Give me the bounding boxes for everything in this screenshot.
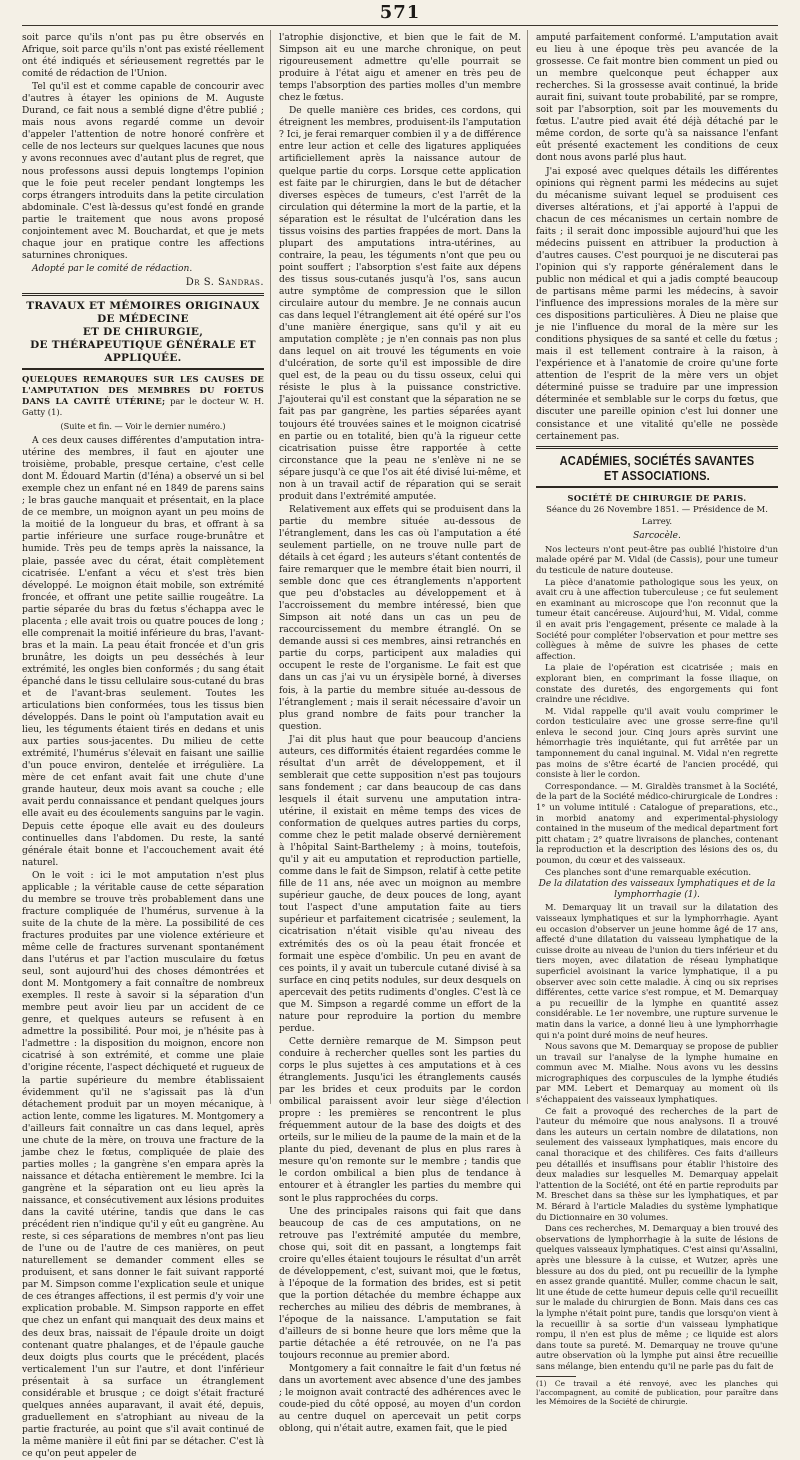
society-report: [536, 544, 778, 1372]
paragraph: Correspondance. — M. Giraldès transmet à la Société, de la part de la Société médico-chirurgicale de Londres : 1° un volume intitulé : Catalogue of preparations, etc., in morbid anatomy and experimental-physiology contained in the museum of the medical department fort pitt chatam ; 2° quatre livraisons de planches, contenant la reproduction et la description des lésions des os, du poumon, du cœur et des vaisseaux.: [536, 780, 778, 865]
paragraph: De quelle manière ces brides, ces cordons, qui étreignent les membres, produisent-ils l'amputation ? Ici, je ferai remarquer combien il y a de différence entre leur action et celle des ligatures appliquées artificiellement après la naissance autour de quelque partie du corps. Lorsque cette application est faite par le chirurgien, dans le but de détacher diverses espèces de tumeurs, c'est l'arrêt de la circulation qui détermine la mort de la partie, et la séparation est le résultat de l'ulcération dans les tissus voisins des parties frappées de mort. Dans la plupart des amputations intra-utérines, au contraire, la peau, les téguments n'ont que peu ou point souffert ; l'absorption s'est faite aux dépens des tissus sous-cutanés jusqu'à l'os, sans aucun autre symptôme de compression que le sillon circulaire autour du membre. Je ne connais aucun cas dans lequel l'étranglement ait été opéré sur l'os d'une manière énergique, sans qu'il y ait eu amputation complète ; je n'en connais pas non plus dans lequel on ait trouvé les téguments en voie d'ulcération, de sorte qu'il est impossible de dire quel est, de la peau ou du tissu osseux, celui qui résiste le plus à la puissance constrictive. J'ajouterai qu'il est constant que la séparation ne se fait pas par gangrène, les parties séparées ayant toujours été trouvées saines et le moignon cicatrisé en partie ou en totalité, bien qu'à la rigueur cette cicatrisation puisse être rapportée à cette circonstance que la peau ne s'enlève ni ne se sépare jusqu'à ce que l'os ait été divisé lui-même, et non à un travail actif de réparation qui se serait produit dans l'extrémité amputée.: [279, 106, 521, 502]
paragraph: A ces deux causes différentes d'amputation intra-utérine des membres, il faut en ajouter une troisième, probable, presque certaine, c'est celle dont M. Édouard Martin (d'Iéna) a observé un si bel exemple chez un enfant né en 1849 de parens sains ; le bras gauche manquait et présentait, en la place de ce membre, un moignon ayant un peu moins de la moitié de la longueur du bras, et offrant à sa partie inférieure une surface rouge-brunâtre et humide. Très peu de temps après la naissance, la plaie, passée avec du cérat, était complètement cicatrisée. L'enfant a vécu et s'est très bien développé. Le moignon était mobile, son extrémité froncée, et offrant une petite saillie rougeâtre. La partie séparée du bras du fœtus s'échappa avec le placenta ; elle avait trois ou quatre pouces de long ; elle comprenait la moitié inférieure du bras, l'avant-bras et la main. La peau était froncée et d'un gris brunâtre, les doigts un peu desséchés à leur extrémité, les ongles bien conformés ; du sang était épanché dans le tissu cellulaire sous-cutané du bras et de l'avant-bras seulement. Toutes les articulations bien conformées, tous les tissus bien développés. Dans le point où l'amputation avait eu lieu, les téguments étaient tirés en dedans et unis aux parties sous-jacentes. Du milieu de cette extrémité, l'humérus s'élevait en faisant une saillie d'un pouce environ, dentelée et irrégulière. La mère de cet enfant avait fait une chute d'une grande hauteur, deux mois avant sa couche ; elle avait perdu connaissance et pendant quelques jours elle avait eu des écoulements sanguins par le vagin. Depuis cette époque elle avait eu des douleurs continuelles dans l'abdomen. Du reste, la santé générale était bonne et l'accouchement avait été naturel.: [22, 436, 264, 868]
paragraph: Relativement aux effets qui se produisent dans la partie du membre située au-dessous de l'étranglement, dans les cas où l'amputation a été seulement partielle, on ne trouve nulle part de détails à cet égard ; les auteurs s'étant contentés de faire remarquer que le membre était bien nourri, il semble donc que ces étranglements n'apportent que peu d'obstacles au développement et à l'accroissement du membre intéressé, bien que Simpson ait noté dans un cas un peu de raccourcissement du membre étranglé. On se demande aussi si ces membres, ainsi retranchés en partie du corps, participent aux maladies qui occupent le reste de l'organisme. Le fait est que dans un cas j'ai vu un érysipèle borné, à diverses fois, à la partie du membre située au-dessous de l'étranglement ; mais il serait nécessaire d'avoir un plus grand nombre de faits pour trancher la question.: [279, 504, 521, 732]
society-title: SOCIÉTÉ DE CHIRURGIE DE PARIS.: [567, 492, 747, 503]
section-rule: [536, 446, 778, 449]
paragraph: Une des principales raisons qui fait que dans beaucoup de cas de ces amputations, on ne retrouve pas l'extrémité amputée du membre, chose qui, soit dit en passant, a longtemps fait croire qu'elles étaient toujours le résultat d'un arrêt de développement, c'est, suivant moi, que le fœtus, à l'époque de la formation des brides, est si petit que la portion détachée du membre échappe aux recherches au milieu des débris de membranes, à l'époque de la naissance. L'amputation se fait d'ailleurs de si bonne heure que lors même que la partie détachée a été retrouvée, on ne l'a pas toujours reconnue au premier abord.: [279, 1206, 521, 1362]
column-3: [536, 32, 778, 1406]
paragraph: Nous savons que M. Demarquay se propose de publier un travail sur l'analyse de la lymphe humaine en commun avec M. Mialhe. Nous avons vu les dessins micrographiques des corpuscules de la lymphe étudiés par MM. Lebert et Demarquay au moment où ils s'échappaient des vaisseaux lymphatiques.: [536, 1041, 778, 1105]
signature: Dr S. Sandras.: [185, 276, 264, 288]
topic-heading: Sarcocèle.: [633, 530, 681, 541]
paragraph: Tel qu'il est et comme capable de concourir avec d'autres à étayer les opinions de M. Auguste Durand, ce fait nous a semblé digne d'être publié ; mais nous avons regardé comme un devoir d'appeler l'attention de notre honoré confrère et celle de nos lecteurs sur quelques lacunes que nous y avons reconnues avec d'autant plus de regret, que nous professons aussi depuis longtemps l'opinion que le foie peut receler pendant longtemps les corps étrangers introduits dans la petite circulation abdominale. C'est là-dessus qu'est fondé en grande partie le traitement que nous avons proposé conjointement avec M. Bouchardat, et que je mets chaque jour en pratique contre les affections saturnines chroniques.: [22, 82, 264, 261]
footnote-rule: [536, 1376, 576, 1377]
topic-heading: De la dilatation des vaisseaux lymphatiques et de la lymphorrhagie (1).: [538, 879, 776, 900]
footnote: (1) Ce travail a été renvoyé, avec les planches qui l'accompagnent, au comité de publication, pour paraître dans les Mémoires de la Société de chirurgie.: [536, 1378, 778, 1406]
meeting-line: Séance du 26 Novembre 1851. — Présidence de M. Larrey.: [546, 504, 768, 527]
article-subtitle: (Suite et fin. — Voir le dernier numéro.): [60, 420, 226, 431]
column-divider-1: [270, 30, 271, 1104]
paragraph: J'ai dit plus haut que pour beaucoup d'anciens auteurs, ces difformités étaient regardées comme le résultat d'un arrêt de développement, et il semblerait que cette supposition n'est pas toujours sans fondement ; car dans beaucoup de cas dans lesquels il était survenu une amputation intra-utérine, il existait en même temps des vices de conformation de quelques autres parties du corps, comme chez le petit malade observé dernièrement à l'hôpital Saint-Barthelemy ; à moins, toutefois, qu'il y ait eu amputation et reproduction partielle, comme dans le fait de Simpson, relatif à cette petite fille de 11 ans, née avec un moignon au membre supérieur gauche, de deux pouces de long, ayant tout l'aspect d'une amputation faite au tiers supérieur et parfaitement cicatrisée ; seulement, la cicatrisation n'était visible qu'au niveau des extrémités des os où la peau était froncée et formait une espèce d'ombilic. Un peu en avant de ces points, il y avait un tubercule cutané divisé à sa surface en cinq petits nodules, sur deux desquels on apercevait des petits rudiments d'ongles. C'est là ce que M. Simpson a regardé comme un effort de la nature pour reproduire la portion du membre perdue.: [279, 734, 522, 1034]
paragraph: Dans ces recherches, M. Demarquay a bien trouvé des observations de lymphorrhagie à la suite de lésions de quelques vaisseaux lymphatiques. C'est ainsi qu'Assalini, après une blessure à la cuisse, et Wutzer, après une blessure au dos du pied, ont pu recueillir de la lymphe en assez grande quantité. Muller, comme chacun le sait, lit une étude de cette humeur depuis celle qu'il recueillit sur le malade du chirurgien de Bonn. Mais dans ces cas la lymphe n'était point pure, tandis que lorsqu'on vient à la recueillir à sa sortie d'un vaisseau lymphatique rompu, il n'en est plus de même ; ce liquide est alors dans toute sa pureté. M. Demarquay ne trouve qu'une autre observation où la lymphe put ainsi être recueillie sans mélange, bien entendu qu'il ne parle pas du fait de: [536, 1223, 778, 1371]
paragraph: Nos lecteurs n'ont peut-être pas oublié l'histoire d'un malade opéré par M. Vidal (de Cassis), pour une tumeur du testicule de nature douteuse.: [536, 543, 778, 575]
paragraph: La pièce d'anatomie pathologique sous les yeux, on avait cru à une affection tuberculeuse ; ce fut seulement en examinant au microscope que l'on reconnut que la tumeur était cancéreuse. Aujourd'hui, M. Vidal, comme il en avait pris l'engagement, présente ce malade à la Société pour compléter l'observation et pour mettre ses collègues à même de suivre les phases de cette affection.: [536, 576, 778, 661]
paragraph: La plaie de l'opération est cicatrisée ; mais en explorant bien, en comprimant la fosse iliaque, on constate des duretés, des engorgements qui font craindre une récidive.: [536, 662, 778, 705]
paragraph: Ces planches sont d'une remarquable exécution.: [545, 866, 751, 877]
column-2: [279, 32, 522, 1435]
page-number: 571: [379, 2, 421, 23]
paragraph: amputé parfaitement conformé. L'amputation avait eu lieu à une époque très peu avancée de la grossesse. Ce fait montre bien comment un pied ou un membre quelconque peut échapper aux recherches. Si la grossesse avait continué, la bride aurait fini, suivant toute probabilité, par se rompre, soit par l'absorption, soit par les mouvements du fœtus. L'autre pied avait été déjà détaché par le même cordon, de sorte qu'à sa naissance l'enfant eût présenté exactement les conditions de ceux dont nous avons parlé plus haut.: [536, 33, 778, 164]
paragraph: Montgomery a fait connaître le fait d'un fœtus né dans un avortement avec absence d'une des jambes ; le moignon avait contracté des adhérences avec le coude-pied du côté opposé, au moyen d'un cordon au centre duquel on apercevait un petit corps oblong, qui n'était autre, examen fait, que le pied: [279, 1364, 521, 1435]
paragraph: Cette dernière remarque de M. Simpson peut conduire à rechercher quelles sont les parties du corps le plus sujettes à ces amputations et à ces étranglements. Jusqu'ici les étranglements causés par les brides et ceux produits par le cordon ombilical paraissent avoir leur siège d'élection propre : les premières se rencontrent le plus fréquemment autour de la base des doigts et des orteils, sur le milieu de la paume de la main et de la plante du pied, devenant de plus en plus rares à mesure qu'on remonte sur le membre ; tandis que le cordon ombilical a bien plus de tendance à entourer et à étrangler les parties du membre qui sont le plus rapprochées du corps.: [279, 1036, 521, 1204]
paragraph: Ce fait a provoqué des recherches de la part de l'auteur du mémoire que nous analysons. Il a trouvé dans les auteurs un certain nombre de dilatations, non seulement des vaisseaux lymphatiques, mais encore du canal thoracique et des chilifères. Ces faits d'ailleurs peu détaillés et insuffisans pour établir l'histoire des deux maladies sur lesquelles M. Demarquay appelait l'attention de la Société, ont été en partie reproduits par M. Breschet dans sa thèse sur les lymphatiques, et par M. Bérard à l'article Maladies du système lymphatique du Dictionnaire en 30 volumes.: [536, 1105, 778, 1222]
section-rule: [22, 293, 264, 296]
column-1: [22, 32, 264, 1459]
paragraph: l'atrophie disjonctive, et bien que le fait de M. Simpson ait eu une marche chronique, on peut rigoureusement admettre qu'elle pourrait se produire à l'état aigu et amener en très peu de temps l'absorption des parties molles d'un membre chez le fœtus.: [279, 33, 521, 104]
article-title: QUELQUES REMARQUES SUR LES CAUSES DE L'AMPUTATION DES MEMBRES DU FOETUS DANS LA CAVITÉ UTÉRINE; par le docteur W. H. Gatty (1).: [22, 373, 264, 417]
paragraph: soit parce qu'ils n'ont pas pu être observés en Afrique, soit parce qu'ils n'ont pas existé réellement ont été indiqués et sérieusement regrettés par le comité de rédaction de l'Union.: [22, 33, 264, 80]
section-heading: TRAVAUX ET MÉMOIRES ORIGINAUX DE MÉDECINE ET DE CHIRURGIE, DE THÉRAPEUTIQUE GÉNÉRALE ET APPLIQUÉE.: [26, 299, 260, 364]
academy-heading: ACADÉMIES, SOCIÉTÉS SAVANTES ET ASSOCIATIONS.: [559, 452, 755, 483]
header-rule: [22, 25, 778, 26]
column-divider-2: [527, 30, 528, 1104]
section-rule: [536, 486, 778, 488]
adopted-note: Adopté par le comité de rédaction.: [32, 263, 193, 274]
paragraph: M. Demarquay lit un travail sur la dilatation des vaisseaux lymphatiques et sur la lymphorrhagie. Ayant eu occasion d'observer un jeune homme âgé de 17 ans, affecté d'une dilatation du vaisseau lymphatique de la cuisse droite au niveau de l'union du tiers inférieur et du tiers moyen, avec dilatation de réseau lymphatique superficiel avoisinant la varice lymphatique, il a pu observer avec soin cette maladie. À cinq ou six reprises différentes, cette varice s'est rompue, et M. Demarquay a pu recueillir de la lymphe en quantité assez considérable. Le 1er novembre, une rupture survenue le matin dans la varice, a donné lieu à une lymphorrhagie qui n'a point duré moins de neuf heures.: [536, 902, 778, 1040]
section-rule: [22, 368, 264, 370]
paragraph: M. Vidal rappelle qu'il avait voulu comprimer le cordon testiculaire avec une grosse serre-fine qu'il enleva le second jour. Cinq jours après survint une hémorrhagie très inquiétante, qui fut arrêtée par un tamponnement du canal inguinal. M. Vidal n'en regrette pas moins de s'être écarté de l'ancien procédé, qui consiste à lier le cordon.: [536, 705, 778, 780]
paragraph: On le voit : ici le mot amputation n'est plus applicable ; la véritable cause de cette séparation du membre se trouve très probablement dans une fracture compliquée de l'humérus, survenue à la suite de la chute de la mère. La possibilité de ces fractures produites par une violence extérieure et même celle de fractures survenant spontanément dans l'utérus et par l'action musculaire du fœtus seul, sont aujourd'hui des choses démontrées et dont M. Montgomery a fait connaître de nombreux exemples. Il reste à savoir si la séparation d'un membre peut avoir lieu par un accident de ce genre, et quelques auteurs se refusent à en admettre la possibilité. Pour moi, je n'hésite pas à l'admettre : la disposition du moignon, encore non cicatrisé à son extrémité, et comme une plaie d'origine récente, l'aspect déchiqueté et rugueux de la partie supérieure du membre établissaient évidemment qu'il ne s'agissait pas là d'un détachement produit par un moyen mécanique, à action lente, comme les ligatures. M. Montgomery a d'ailleurs fait connaître un cas dans lequel, après une chute de la mère, on trouva une fracture de la jambe chez le fœtus, compliquée de plaie des parties molles ; la gangrène s'en empara après la naissance et détacha entièrement le membre. Ici la gangrène et la séparation ont eu lieu après la naissance, et consécutivement aux lésions produites dans la cavité utérine, tandis que dans le cas précédent rien n'indique qu'il y eût eu gangrène. Au reste, si ces séparations de membres n'ont pas lieu de l'une ou de l'autre de ces manières, on peut naturellement se demander comment elles se produisent, et sans donner le fait suivant rapporté par M. Simpson comme l'explication seule et unique de ces étranges affections, il est permis d'y voir une explication probable. M. Simpson rapporte en effet que chez un enfant qui manquait des deux mains et des deux bras, naissait de l'épaule droite un doigt contenant quatre phalanges, et de l'épaule gauche deux doigts plus courts que le précédent, placés verticalement l'un sur l'autre, et dont l'inférieur présentait à sa surface un étranglement considérable et brusque ; ce doigt s'était fracturé quelques années auparavant, il avait été, depuis, graduellement en s'atrophiant au niveau de la partie fracturée, au point que s'il avait continué de la même manière il eût fini par se détacher. C'est là ce qu'on peut appeler de: [22, 870, 264, 1459]
paragraph: J'ai exposé avec quelques détails les différentes opinions qui règnent parmi les médecins au sujet du mécanisme suivant lequel se produisent ces diverses altérations, et j'ai apporté à l'appui de chacun de ces mécanismes un certain nombre de faits ; il serait donc impossible aujourd'hui que les médecins puissent en attribuer la production à d'autres causes. C'est pourquoi je ne discuterai pas l'opinion qui s'y rapporte généralement dans le public non médical et qui a jadis compté beaucoup de partisans même parmi les médecins, à savoir l'influence des impressions morales de la mère sur ces dispositions particulières. À Dieu ne plaise que je nie l'influence du moral de la mère sur les conditions physiques de sa santé et celle du fœtus ; mais il est tellement contraire à la raison, à l'expérience et à l'anatomie de croire qu'une forte attention de l'esprit de la mère vers un objet déterminé puisse se traduire par une impression déterminée et semblable sur le corps du fœtus, que discuter une pareille opinion c'est lui donner une consistance et une vitalité qu'elle ne possède certainement pas.: [536, 166, 778, 442]
